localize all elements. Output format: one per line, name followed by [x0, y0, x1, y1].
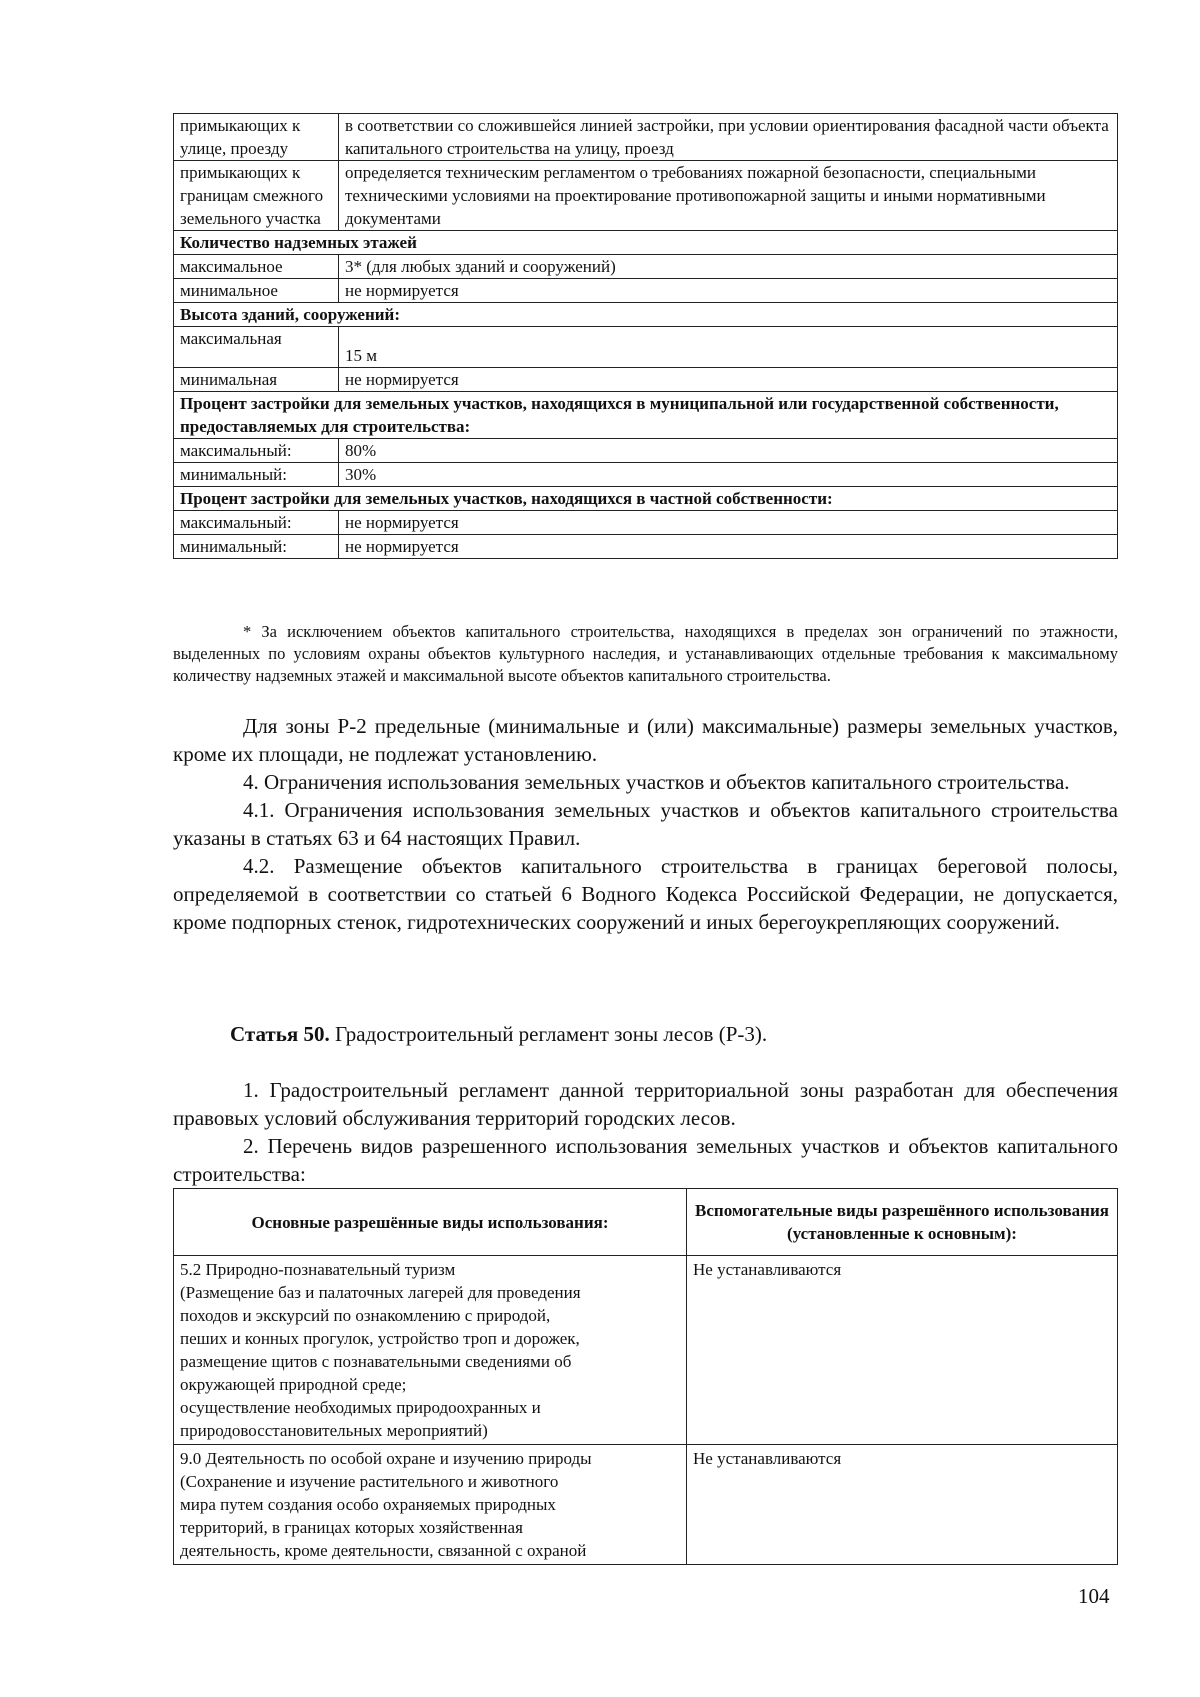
table-row [174, 1256, 1118, 1445]
text-line: окружающей природной среде; [180, 1375, 407, 1394]
table-header-row [174, 1189, 1118, 1256]
paragraph: 4. Ограничения использования земельных участков и объектов капитального строительства. [243, 770, 1070, 794]
paragraph: 4.1. Ограничения использования земельных участков и объектов капитального строительства указаны в статьях 63 и 64 настоящих Правил. [173, 798, 1118, 850]
text-line: размещение щитов с познавательными сведениями об [180, 1352, 572, 1371]
row-label: минимальная [174, 368, 339, 392]
text-line: походов и экскурсий по ознакомлению с природой, [180, 1306, 551, 1325]
article-title: Градостроительный регламент зоны лесов (Р-3). [334, 1022, 768, 1046]
text-line: (Сохранение и изучение растительного и животного [180, 1472, 559, 1491]
row-value: не нормируется [339, 511, 1118, 535]
table-row [174, 303, 1118, 327]
paragraph: Для зоны Р-2 предельные (минимальные и (или) максимальные) размеры земельных участков, кроме их площади, не подлежат установлению. [173, 714, 1118, 766]
row-value: в соответствии со сложившейся линией застройки, при условии ориентирования фасадной части объекта капитального строительства на улицу, проезд [339, 114, 1118, 161]
table-row [174, 439, 1118, 463]
footnote [173, 621, 1118, 687]
row-label: примыкающих к улице, проезду [174, 114, 339, 161]
table-row [174, 463, 1118, 487]
text-line: осуществление необходимых природоохранных и [180, 1398, 541, 1417]
section-heading-coverage-public: Процент застройки для земельных участков, находящихся в муниципальной или государственной собственности, предоставляемых для строительства: [174, 392, 1118, 439]
text-line: мира путем создания особо охраняемых природных [180, 1495, 556, 1514]
row-label: максимальная [174, 327, 339, 368]
row-value: не нормируется [339, 279, 1118, 303]
footnote-text: * За исключением объектов капитального строительства, находящихся в пределах зон ограничений по этажности, выделенных по условиям охраны объектов культурного наследия, и устанавливающих отдельные требования к максимальному количеству надземных этажей и максимальной высоте объектов капитального строительства. [173, 622, 1118, 685]
text-line: (Размещение баз и палаточных лагерей для проведения [180, 1283, 581, 1302]
parameters-table [173, 113, 1118, 559]
table-row [174, 392, 1118, 439]
text-line: 5.2 Природно-познавательный туризм [180, 1260, 456, 1279]
row-label: максимальный: [174, 439, 339, 463]
row-value: 30% [339, 463, 1118, 487]
text-line: территорий, в границах которых хозяйственная [180, 1518, 523, 1537]
table-row [174, 327, 1118, 368]
row-label: максимальное [174, 255, 339, 279]
row-value: определяется техническим регламентом о требованиях пожарной безопасности, специальными техническими условиями на проектирование противопожарной защиты и иными нормативными документами [339, 161, 1118, 231]
use-description [174, 1445, 687, 1565]
page-number: 104 [1078, 1584, 1110, 1608]
paragraph: 4.2. Размещение объектов капитального строительства в границах береговой полосы, определяемой в соответствии со статьей 6 Водного Кодекса Российской Федерации, не допускается, кроме подпорных стенок, гидротехнических сооружений и иных берегоукрепляющих сооружений. [173, 854, 1118, 934]
permitted-uses-table [173, 1188, 1118, 1565]
text-line: природовосстановительных мероприятий) [180, 1421, 488, 1440]
body-text [173, 712, 1118, 936]
table-row [174, 487, 1118, 511]
table-row [174, 161, 1118, 231]
use-description [174, 1256, 687, 1445]
table-row [174, 1445, 1118, 1565]
paragraph: 1. Градостроительный регламент данной территориальной зоны разработан для обеспечения правовых условий обслуживания территорий городских лесов. [173, 1078, 1118, 1130]
table-row [174, 231, 1118, 255]
row-value: 3* (для любых зданий и сооружений) [339, 255, 1118, 279]
aux-use-value: Не устанавливаются [687, 1256, 1118, 1445]
row-value: 80% [339, 439, 1118, 463]
paragraph: 2. Перечень видов разрешенного использования земельных участков и объектов капитального строительства: [173, 1134, 1118, 1186]
aux-use-value: Не устанавливаются [687, 1445, 1118, 1565]
section-heading-coverage-private: Процент застройки для земельных участков, находящихся в частной собственности: [174, 487, 1118, 511]
row-value: не нормируется [339, 368, 1118, 392]
row-label: минимальный: [174, 535, 339, 559]
column-header-main: Основные разрешённые виды использования: [174, 1189, 687, 1256]
row-label: минимальное [174, 279, 339, 303]
table-row [174, 255, 1118, 279]
text-line: 9.0 Деятельность по особой охране и изучению природы [180, 1449, 592, 1468]
table-row [174, 368, 1118, 392]
article-label: Статья 50. [230, 1022, 330, 1046]
row-label: минимальный: [174, 463, 339, 487]
row-value: не нормируется [339, 535, 1118, 559]
text-line: деятельность, кроме деятельности, связанной с охраной [180, 1541, 587, 1560]
table-row [174, 114, 1118, 161]
article-heading [230, 1020, 767, 1048]
table-row [174, 535, 1118, 559]
table-row [174, 511, 1118, 535]
column-header-aux: Вспомогательные виды разрешённого использования (установленные к основным): [687, 1189, 1118, 1256]
article-body [173, 1076, 1118, 1188]
table-row [174, 279, 1118, 303]
text-line: пеших и конных прогулок, устройство троп и дорожек, [180, 1329, 580, 1348]
section-heading-height: Высота зданий, сооружений: [174, 303, 1118, 327]
row-label: максимальный: [174, 511, 339, 535]
row-label: примыкающих к границам смежного земельного участка [174, 161, 339, 231]
row-value: 15 м [339, 327, 1118, 368]
section-heading-floors: Количество надземных этажей [174, 231, 1118, 255]
